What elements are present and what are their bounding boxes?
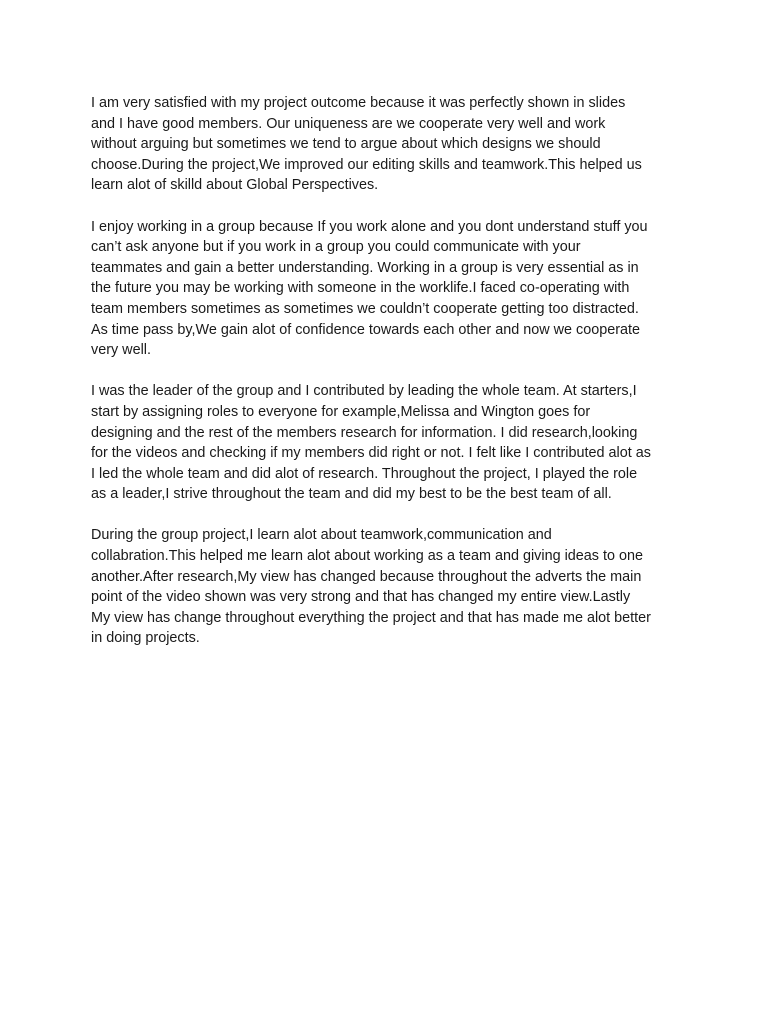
paragraph-project-outcome [91,93,691,196]
text-line: as a leader,I strive throughout the team and did my best to be the best team of all. [91,486,612,503]
text-line: another.After research,My view has changed because throughout the adverts the main [91,568,642,585]
text-line: the future you may be working with someone in the worklife.I faced co-operating with [91,280,630,297]
text-line: choose.During the project,We improved our editing skills and teamwork.This helped us [91,156,642,173]
text-line: without arguing but sometimes we tend to argue about which designs we should [91,136,601,153]
text-line: for the videos and checking if my members did right or not. I felt like I contributed alot as [91,445,651,462]
text-line: designing and the rest of the members research for information. I did research,looking [91,424,638,441]
document-body [91,93,691,670]
text-line: learn alot of skilld about Global Perspectives. [91,177,379,194]
paragraph-leadership [91,381,691,505]
text-line: can’t ask anyone but if you work in a group you could communicate with your [91,239,581,256]
text-line: start by assigning roles to everyone for example,Melissa and Wington goes for [91,403,591,420]
text-line: I was the leader of the group and I contributed by leading the whole team. At starters,I [91,383,637,400]
text-line: I am very satisfied with my project outcome because it was perfectly shown in slides [91,95,626,111]
paragraph-group-work [91,217,691,361]
paragraph-reflection [91,525,691,649]
text-line: I enjoy working in a group because If you work alone and you dont understand stuff you [91,218,648,235]
text-line: I led the whole team and did alot of research. Throughout the project, I played the role [91,465,638,482]
text-line: During the group project,I learn alot about teamwork,communication and [91,527,552,544]
text-line: very well. [91,342,151,359]
text-line: point of the video shown was very strong and that has changed my entire view.Lastly [91,589,631,606]
text-line: My view has change throughout everything the project and that has made me alot better [91,609,651,626]
text-line: team members sometimes as sometimes we couldn’t cooperate getting too distracted. [91,300,639,317]
text-line: and I have good members. Our uniqueness are we cooperate very well and work [91,115,606,132]
text-line: teammates and gain a better understanding. Working in a group is very essential as in [91,259,639,276]
text-line: in doing projects. [91,630,200,647]
text-line: As time pass by,We gain alot of confidence towards each other and now we cooperate [91,321,641,338]
text-line: collabration.This helped me learn alot about working as a team and giving ideas to one [91,548,643,565]
